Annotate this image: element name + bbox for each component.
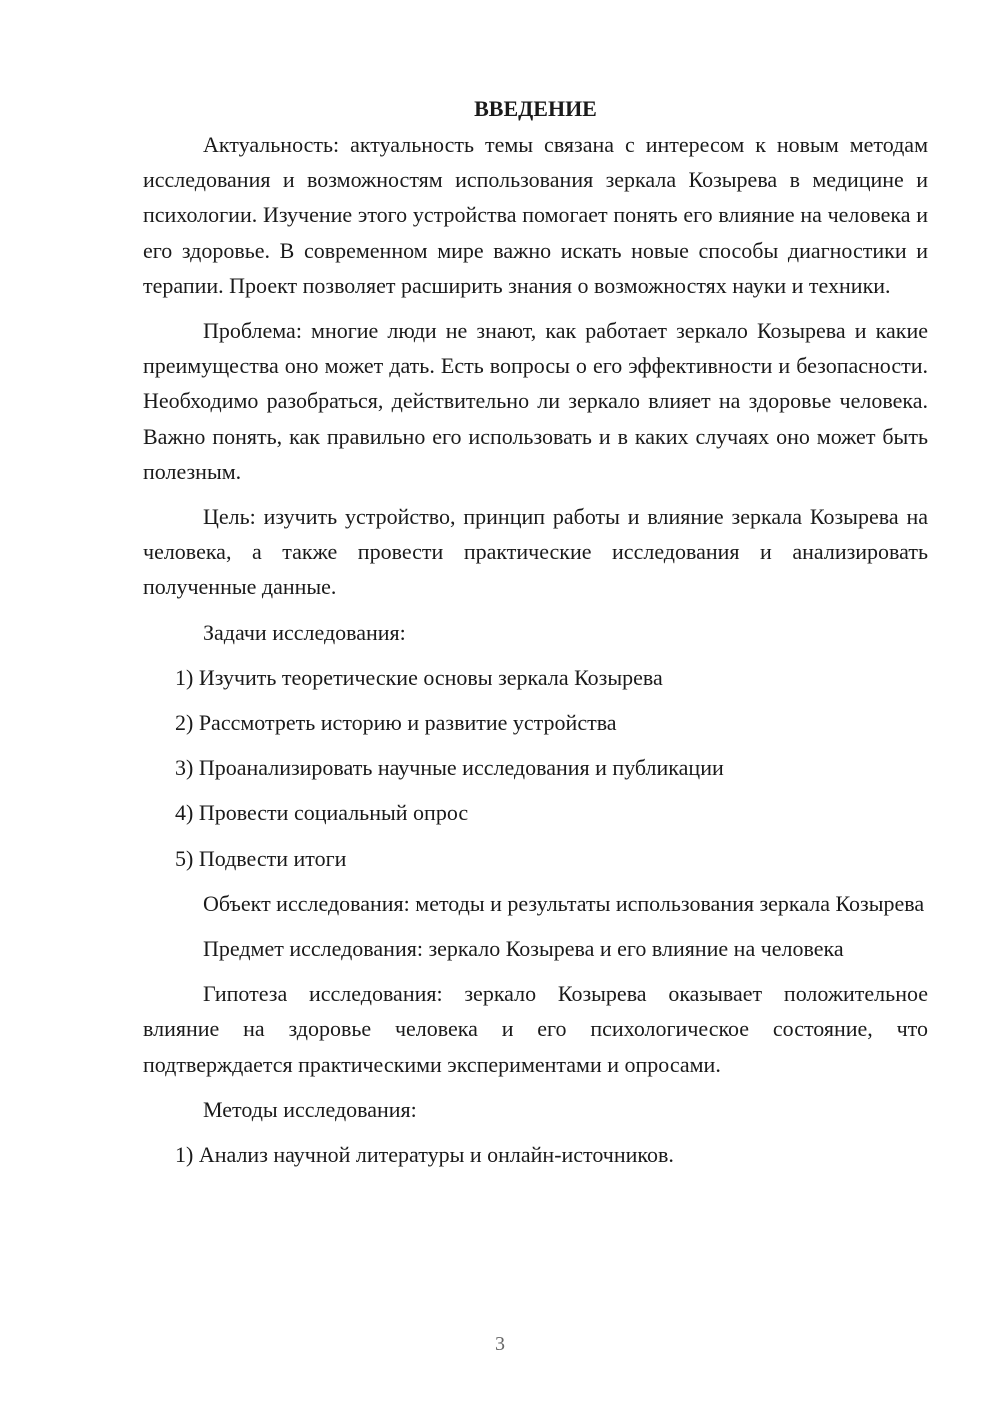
- list-item: 2) Рассмотреть историю и развитие устройства: [175, 710, 617, 736]
- methods-heading: Методы исследования:: [203, 1096, 417, 1122]
- problem-paragraph: Проблема: многие люди не знают, как работает зеркало Козырева и какие преимущества оно может дать. Есть вопросы о его эффективности и безопасности. Необходимо разобраться, действительно ли зеркало влияет на здоровье человека. Важно понять, как правильно его использовать и в каких случаях оно может быть полезным.: [143, 318, 928, 484]
- relevance-paragraph: Актуальность: актуальность темы связана с интересом к новым методам исследования и возможностям использования зеркала Козырева в медицине и психологии. Изучение этого устройства помогает понять его влияние на человека и его здоровье. В современном мире важно искать новые способы диагностики и терапии. Проект позволяет расширить знания о возможностях науки и техники.: [143, 132, 928, 298]
- list-item: 5) Подвести итоги: [175, 845, 347, 871]
- subject-paragraph: Предмет исследования: зеркало Козырева и его влияние на человека: [203, 936, 844, 962]
- list-item: 3) Проанализировать научные исследования и публикации: [175, 755, 724, 781]
- page-content: [143, 94, 928, 1182]
- hypothesis-paragraph: Гипотеза исследования: зеркало Козырева оказывает положительное влияние на здоровье человека и его психологическое состояние, что подтверждается практическими экспериментами и опросами.: [143, 981, 928, 1077]
- goal-paragraph: Цель: изучить устройство, принцип работы и влияние зеркала Козырева на человека, а также провести практические исследования и анализировать полученные данные.: [143, 504, 928, 600]
- page-number: 3: [495, 1333, 505, 1355]
- object-paragraph: Объект исследования: методы и результаты использования зеркала Козырева: [203, 890, 925, 916]
- list-item: 1) Анализ научной литературы и онлайн-источников.: [175, 1142, 674, 1168]
- list-item: 1) Изучить теоретические основы зеркала Козырева: [175, 664, 663, 690]
- methods-list: [143, 1137, 928, 1172]
- tasks-heading: Задачи исследования:: [203, 619, 406, 645]
- list-item: 4) Провести социальный опрос: [175, 800, 469, 826]
- tasks-list: [143, 660, 928, 876]
- section-title: ВВЕДЕНИЕ: [474, 96, 597, 121]
